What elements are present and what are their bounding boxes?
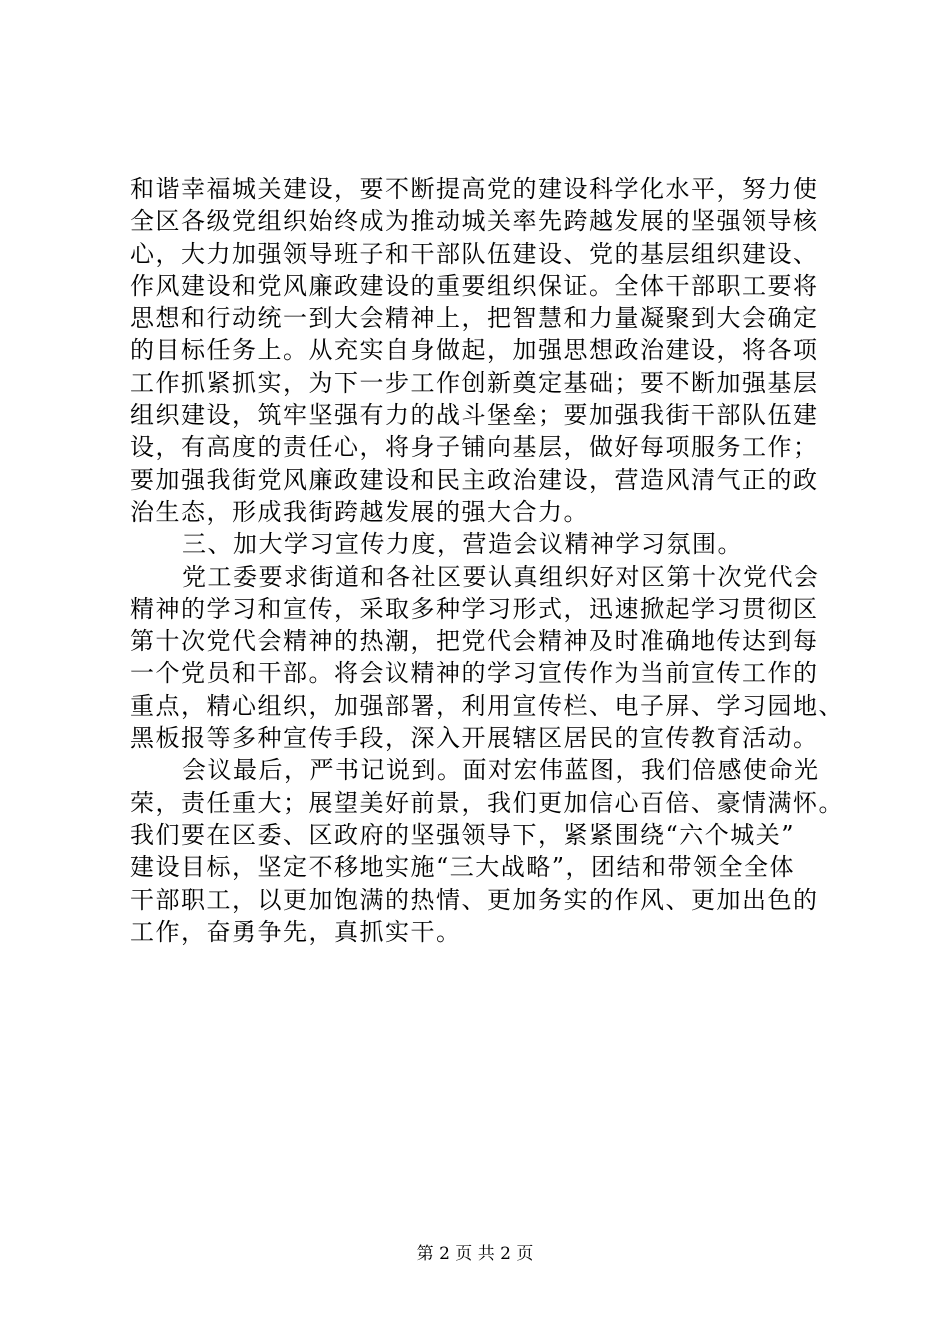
text-line: 党工委要求街道和各社区要认真组织好对区第十次党代会 — [182, 562, 820, 591]
text-line: 治生态，形成我街跨越发展的强大合力。 — [130, 497, 589, 526]
page-number-footer: 第 2 页 共 2 页 — [416, 1244, 534, 1264]
paragraph-3 — [130, 561, 844, 755]
section-heading — [130, 528, 830, 560]
text-line: 和谐幸福城关建设，要不断提高党的建设科学化水平，努力使 — [130, 175, 819, 203]
text-line: 会议最后，严书记说到。面对宏伟蓝图，我们倍感使命光 — [182, 756, 820, 785]
text-line: 组织建设，筑牢坚强有力的战斗堡垒；要加强我街干部队伍建 — [130, 401, 819, 430]
text-line: 设，有高度的责任心，将身子铺向基层，做好每项服务工作； — [130, 433, 819, 462]
text-line: 作风建设和党风廉政建设的重要组织保证。全体干部职工要将 — [130, 271, 819, 300]
text-line: 荣，责任重大；展望美好前景，我们更加信心百倍、豪情满怀。 — [130, 788, 844, 817]
paragraph-1 — [130, 173, 830, 528]
text-line: 我们要在区委、区政府的坚强领导下，紧紧围绕“六个城关” — [130, 820, 796, 849]
paragraph-4 — [130, 754, 844, 948]
text-line: 心，大力加强领导班子和干部队伍建设、党的基层组织建设、 — [130, 239, 819, 268]
text-line: 要加强我街党风廉政建设和民主政治建设，营造风清气正的政 — [130, 465, 819, 494]
text-line: 干部职工，以更加饱满的热情、更加务实的作风、更加出色的 — [130, 885, 819, 914]
document-body — [130, 173, 844, 948]
text-line: 建设目标，坚定不移地实施“三大战略”，团结和带领全全体 — [130, 853, 796, 882]
text-line: 第十次党代会精神的热潮，把党代会精神及时准确地传达到每 — [130, 627, 819, 656]
text-line: 精神的学习和宣传，采取多种学习形式，迅速掀起学习贯彻区 — [130, 594, 819, 623]
text-line: 重点，精心组织，加强部署，利用宣传栏、电子屏、学习园地、 — [130, 691, 844, 720]
text-line: 全区各级党组织始终成为推动城关率先跨越发展的坚强领导核 — [130, 207, 819, 236]
text-line: 工作，奋勇争先，真抓实干。 — [130, 917, 462, 946]
text-line: 三、加大学习宣传力度，营造会议精神学习氛围。 — [182, 530, 743, 559]
text-line: 一个党员和干部。将会议精神的学习宣传作为当前宣传工作的 — [130, 659, 819, 688]
text-line: 工作抓紧抓实，为下一步工作创新奠定基础；要不断加强基层 — [130, 368, 819, 397]
text-line: 的目标任务上。从充实自身做起，加强思想政治建设，将各项 — [130, 336, 819, 365]
text-line: 黑板报等多种宣传手段，深入开展辖区居民的宣传教育活动。 — [130, 724, 819, 753]
text-line: 思想和行动统一到大会精神上，把智慧和力量凝聚到大会确定 — [130, 304, 819, 333]
